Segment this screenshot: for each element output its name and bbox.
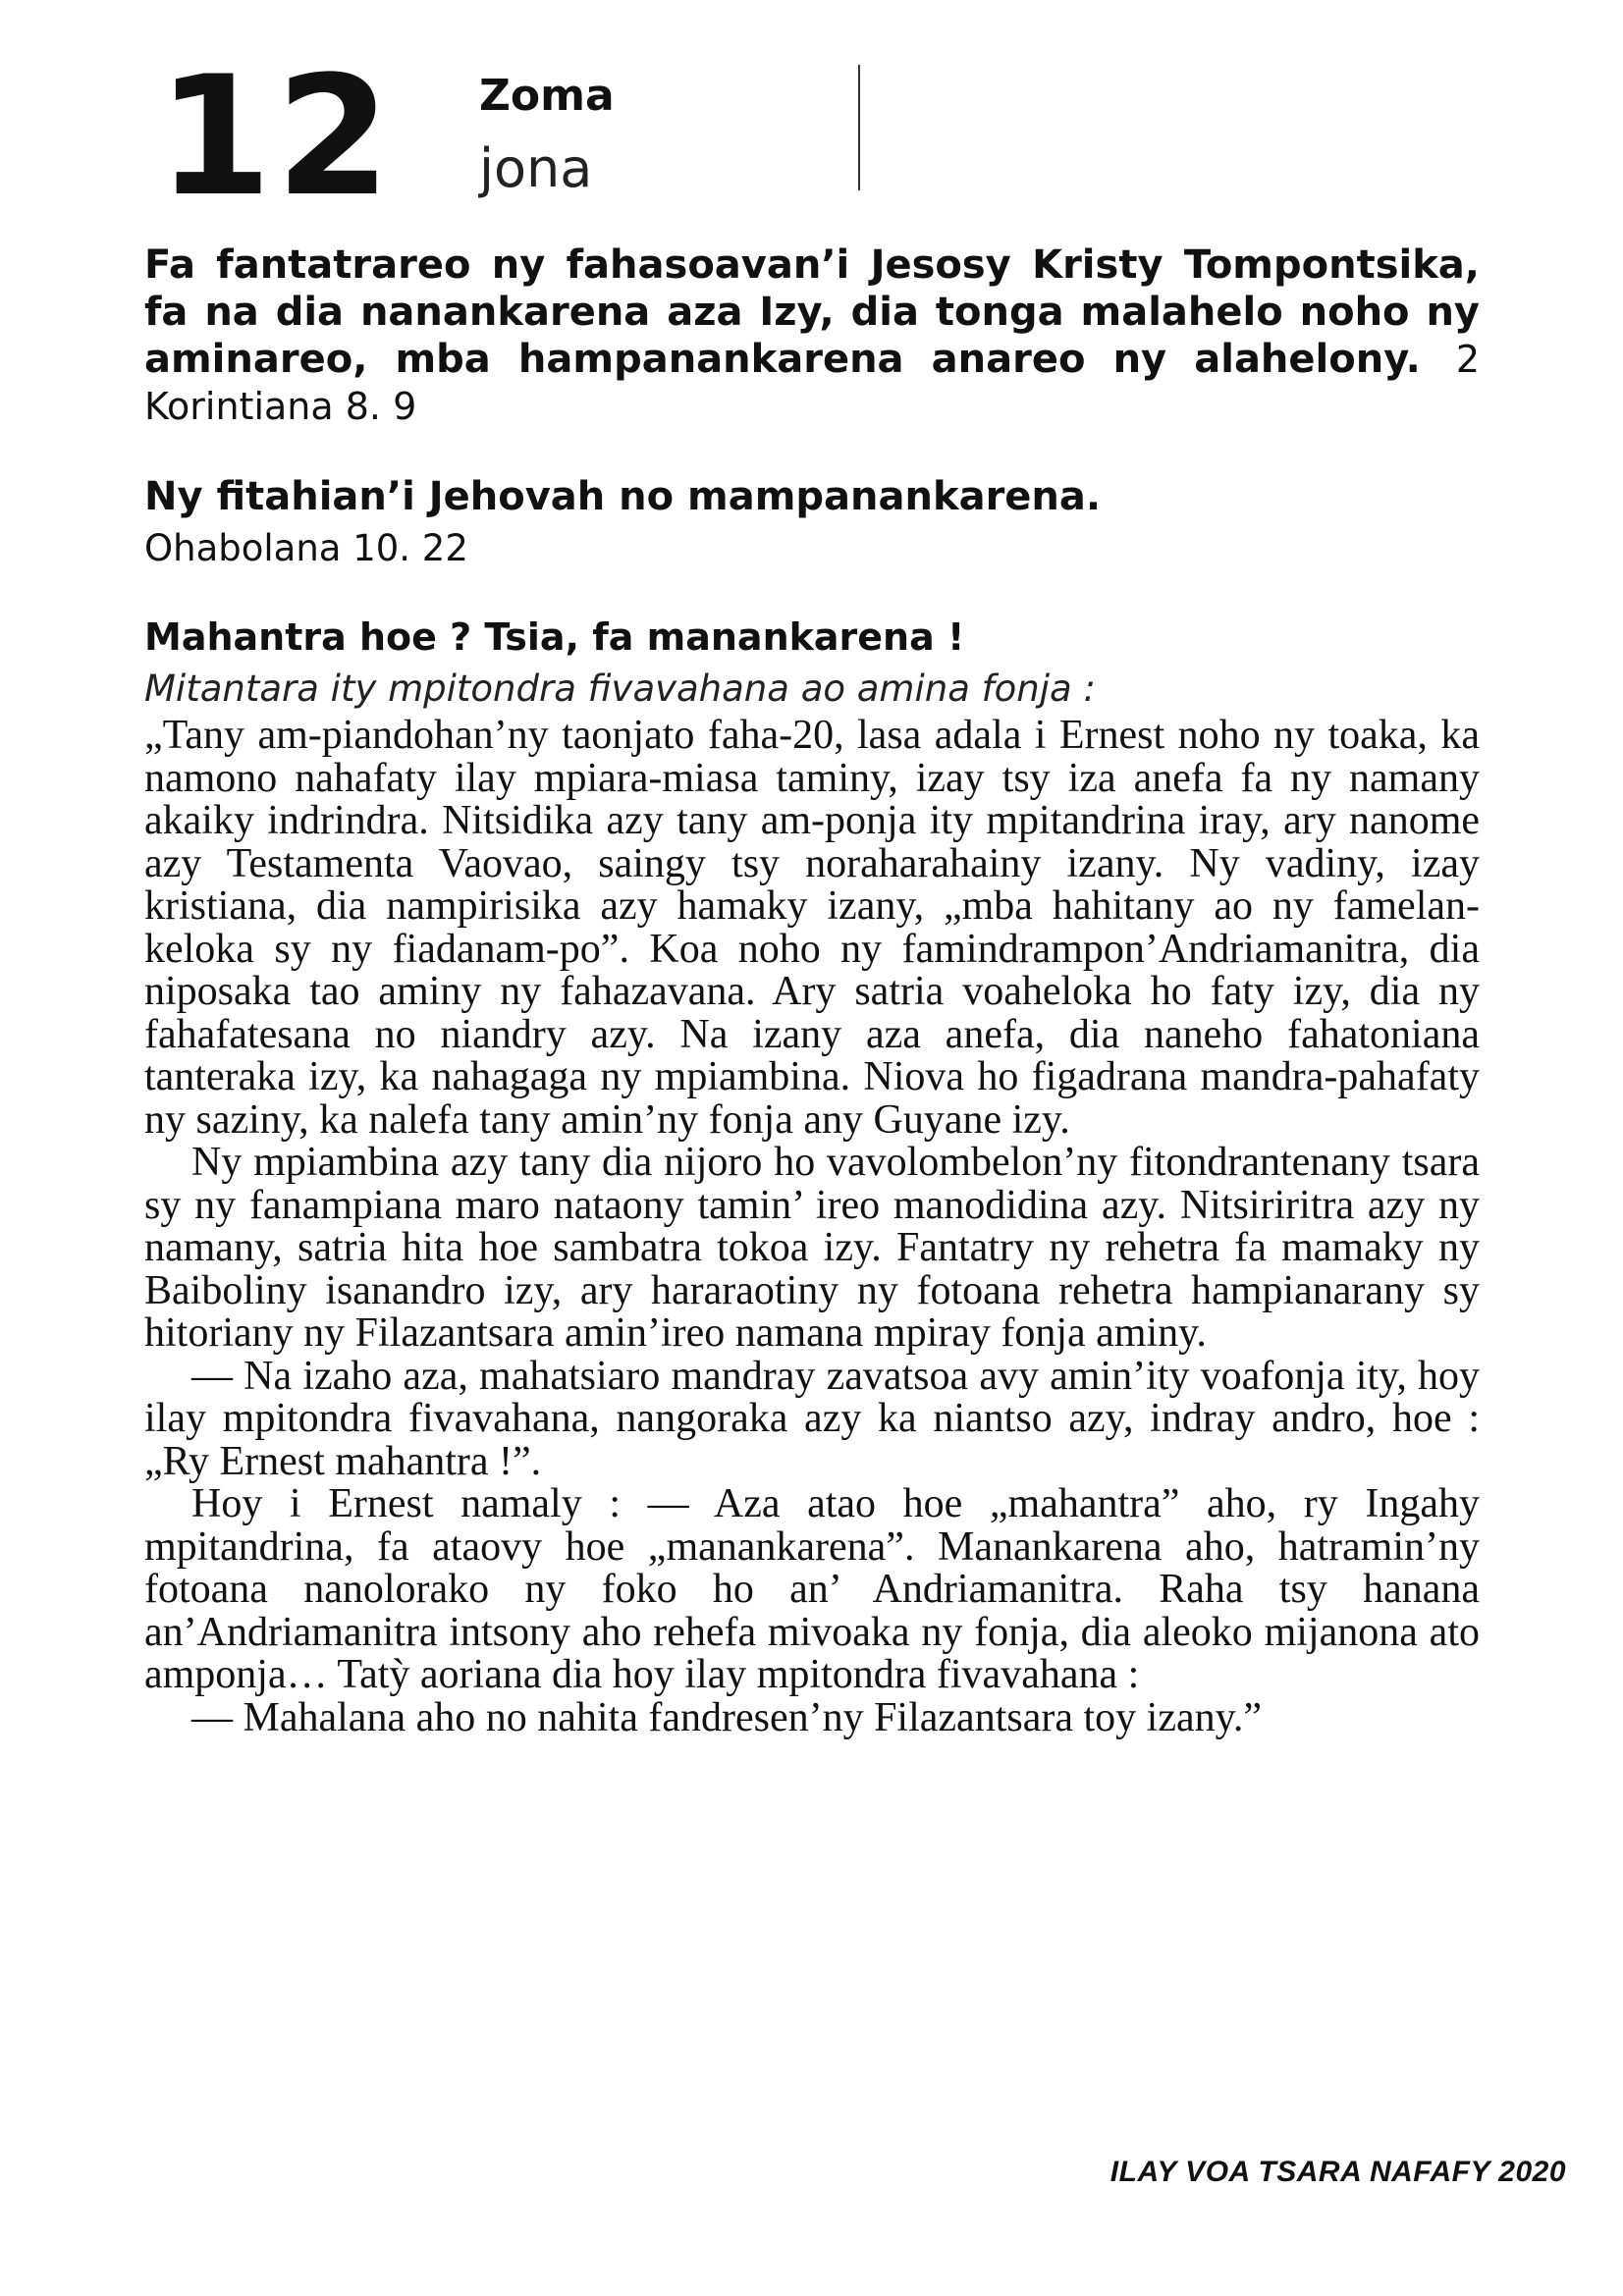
publication-footer: ILAY VOA TSARA NAFAFY 2020: [1109, 2156, 1566, 2188]
article-title: Mahantra hoe ? Tsia, fa manankarena !: [144, 615, 965, 659]
day-number: 12: [157, 40, 395, 233]
verse-secondary-reference: Ohabolana 10. 22: [144, 527, 468, 569]
verse-secondary-text: Ny fitahian’i Jehovah no mampanankarena.: [144, 474, 1102, 519]
weekday: Zoma: [479, 71, 615, 121]
verse-primary-reference: 2 Korintiana 8. 9: [144, 338, 1480, 428]
article-paragraph: — Na izaho aza, mahatsiaro mandray zavatsoa avy amin’ity voafonja ity, hoy ilay mpitondra fivavahana, nangoraka azy ka niantso azy, indray andro, hoe : „Ry Ernest mahantra !”.: [144, 1353, 1480, 1484]
article-paragraph: „Tany am-piandohan’ny taonjato faha-20, lasa adala i Ernest noho ny toaka, ka namono nahafaty ilay mpiara-miasa taminy, izay tsy iza anefa fa ny namany akaiky indrindra. Nitsidika azy tany am-ponja ity mpitandrina iray, ary nanome azy Testamenta Vaovao, saingy tsy noraharahainy izany. Ny vadiny, izay kristiana, dia nampirisika azy hamaky izany, „mba hahitany ao ny famelan-keloka sy ny fiadanam-po”. Koa noho ny famindrampon’Andriamanitra, dia niposaka tao aminy ny fahazavana. Ary satria voaheloka ho faty izy, dia ny fahafatesana no niandry azy. Na izany aza anefa, dia naneho fahatoniana tanteraka izy, ka nahagaga ny mpiambina. Niova ho figadrana mandra-pahafaty ny saziny, ka nalefa tany amin’ny fonja any Guyane izy.: [144, 713, 1480, 1143]
article-paragraph: — Mahalana aho no nahita fandresen’ny Filazantsara toy izany.”: [191, 1694, 1263, 1740]
article-paragraph: Hoy i Ernest namaly : — Aza atao hoe „mahantra” aho, ry Ingahy mpitandrina, fa ataovy hoe „manankarena”. Manankarena aho, hatramin’ny fotoana nanolorako ny foko ho an’ Andriamanitra. Raha tsy hanana an’Andriamanitra intsony aho rehefa mivoaka ny fonja, dia aleoko mijanona ato amponja… Tatỳ aoriana dia hoy ilay mpitondra fivavahana :: [144, 1481, 1480, 1697]
header-divider: [858, 65, 860, 190]
month: jona: [479, 137, 593, 199]
verse-primary: [144, 241, 1480, 430]
article-subtitle: Mitantara ity mpitondra fivavahana ao amina fonja :: [144, 667, 1096, 710]
verse-primary-text: Fa fantatrareo ny fahasoavan’i Jesosy Kristy Tompontsika, fa na dia nanankarena aza Izy, dia tonga malahelo noho ny aminareo, mba hampanankarena anareo ny alahelony.: [144, 242, 1480, 382]
article-body: [144, 715, 1480, 1739]
article-paragraph: Ny mpiambina azy tany dia nijoro ho vavolombelon’ny fitondrantenany tsara sy ny fanampiana maro nataony tamin’ ireo manodidina azy. Nitsiriritra azy ny namany, satria hita hoe sambatra tokoa izy. Fantatry ny rehetra fa mamaky ny Baiboliny isanandro izy, ary hararaotiny ny fotoana rehetra hampianarany sy hitoriany ny Filazantsara amin’ireo namana mpiray fonja aminy.: [144, 1140, 1480, 1356]
